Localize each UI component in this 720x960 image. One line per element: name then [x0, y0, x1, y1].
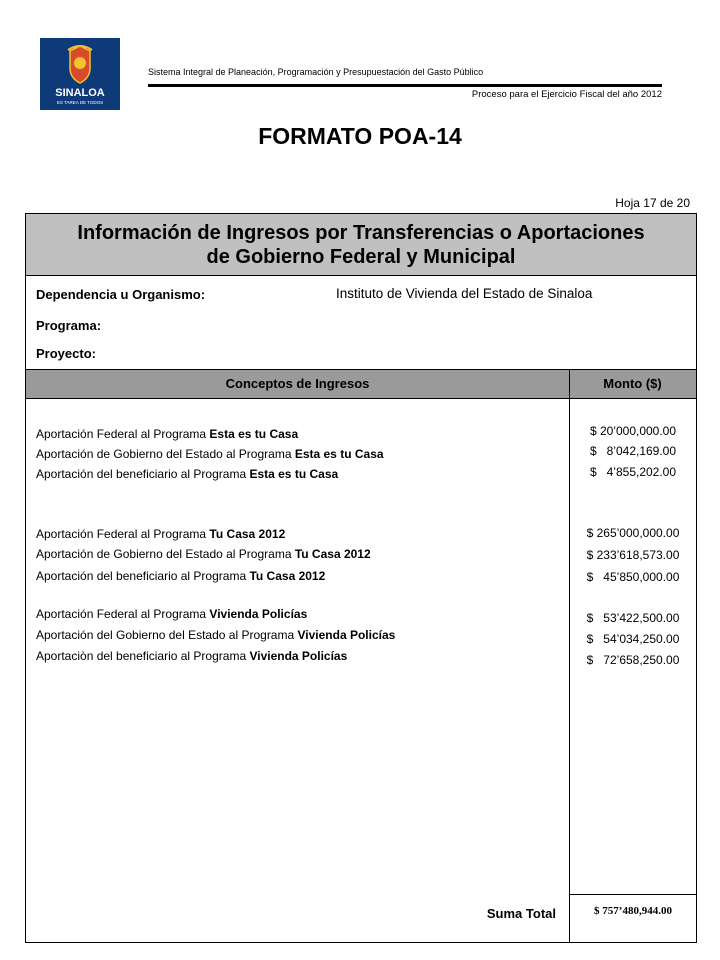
- amount-column-header: Monto ($): [603, 376, 662, 391]
- concept-row: Aportación Federal al Programa Tu Casa 2012: [36, 527, 286, 541]
- concept-row: Aportación del Gobierno del Estado al Programa Vivienda Policías: [36, 628, 396, 642]
- amount-value: $ 72’658,250.00: [586, 653, 680, 667]
- column-header-row: [26, 369, 696, 399]
- table-title: [26, 214, 696, 276]
- amount-value: $ 233’618,573.00: [586, 548, 680, 562]
- programa-label: Programa:: [36, 318, 102, 333]
- amount-value: $ 45’850,000.00: [586, 570, 680, 584]
- income-table: [25, 213, 697, 943]
- total-label: Suma Total: [486, 906, 556, 921]
- column-divider: [569, 399, 570, 942]
- table-title-line2: de Gobierno Federal y Municipal: [206, 246, 516, 268]
- table-title-line1: Información de Ingresos por Transferencias o Aportaciones: [77, 222, 645, 244]
- concept-row: Aportación del beneficiario al Programa Tu Casa 2012: [36, 569, 326, 583]
- concept-row: Aportaciòn del beneficiario al Programa Vivienda Policías: [36, 649, 348, 663]
- amount-value: $ 8’042,169.00: [589, 444, 677, 458]
- total-divider: [569, 894, 696, 895]
- concept-row: Aportación del beneficiario al Programa Esta es tu Casa: [36, 467, 339, 481]
- process-year: Proceso para el Ejercicio Fiscal del año 2012: [471, 89, 662, 100]
- system-title: Sistema Integral de Planeación, Programación y Presupuestación del Gasto Público: [148, 67, 484, 77]
- amount-value: $ 4’855,202.00: [589, 465, 677, 479]
- dependencia-label: Dependencia u Organismo:: [36, 287, 206, 302]
- sheet-number: Hoja 17 de 20: [615, 196, 690, 210]
- dependencia-value: Instituto de Vivienda del Estado de Sinaloa: [336, 286, 593, 301]
- amount-value: $ 54’034,250.00: [586, 632, 680, 646]
- proyecto-label: Proyecto:: [36, 346, 96, 361]
- amount-value: $ 20’000,000.00: [589, 424, 677, 438]
- concept-row: Aportación Federal al Programa Esta es tu Casa: [36, 427, 299, 441]
- concepts-column-header: Conceptos de Ingresos: [26, 370, 570, 398]
- amount-value: $ 53’422,500.00: [586, 611, 680, 625]
- sinaloa-shield-icon: [40, 38, 120, 110]
- header-divider: [148, 84, 662, 87]
- concept-row: Aportación de Gobierno del Estado al Programa Esta es tu Casa: [36, 447, 384, 461]
- amount-value: $ 265’000,000.00: [586, 526, 680, 540]
- format-title: FORMATO POA-14: [258, 123, 462, 149]
- logo-text: SINALOA: [55, 87, 105, 99]
- total-value: $ 757’480,944.00: [594, 905, 672, 917]
- logo-subtext: ES TAREA DE TODOS: [56, 100, 104, 105]
- concept-row: Aportación Federal al Programa Vivienda Policías: [36, 607, 308, 621]
- concept-row: Aportación de Gobierno del Estado al Programa Tu Casa 2012: [36, 547, 371, 561]
- sinaloa-logo: [40, 38, 120, 110]
